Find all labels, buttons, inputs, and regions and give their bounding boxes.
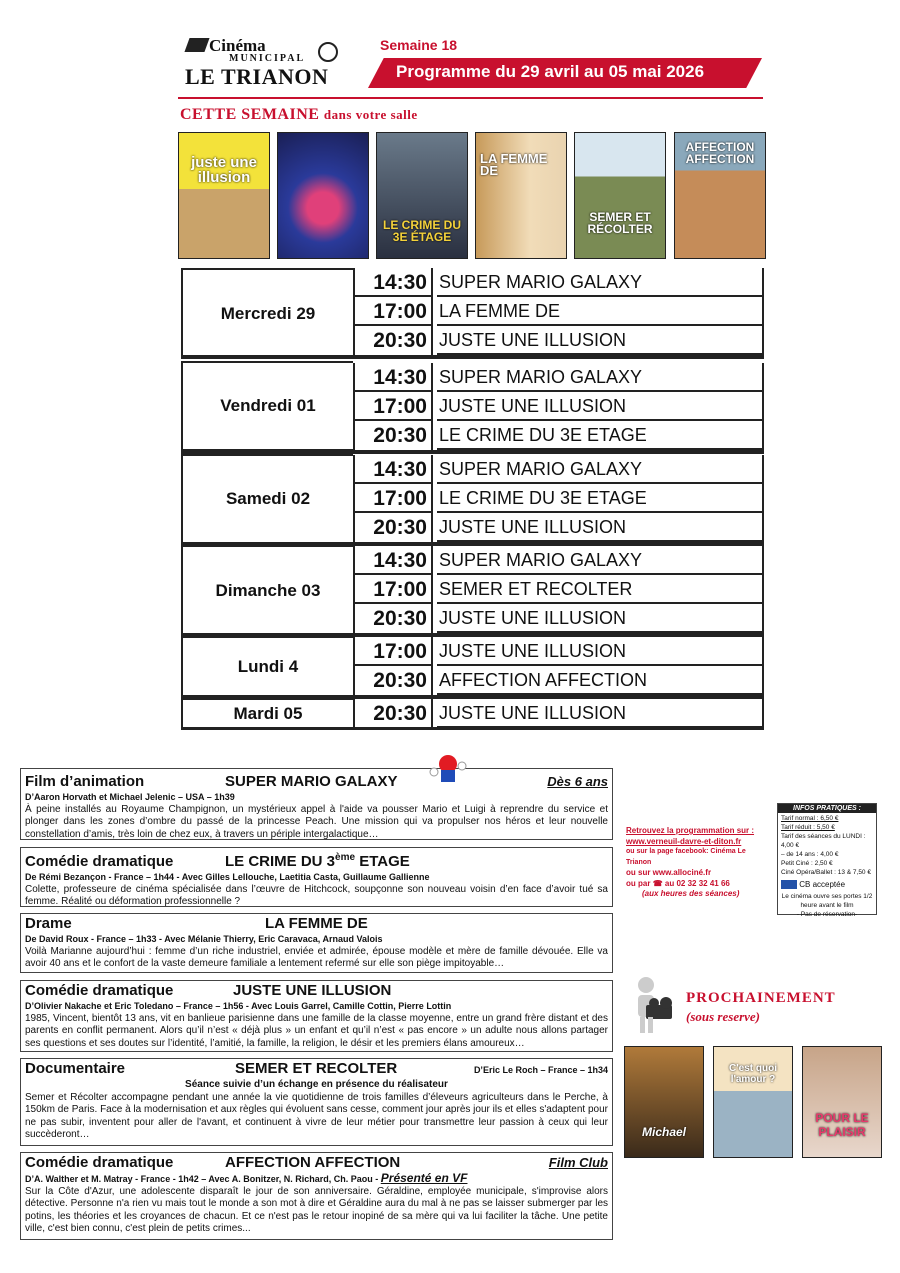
showtime-time: 17:00 xyxy=(353,297,433,326)
week-number: Semaine 18 xyxy=(380,37,458,53)
showtime-time: 20:30 xyxy=(353,513,433,542)
phone-icon: ☎ xyxy=(652,878,663,888)
day-label: Mercredi 29 xyxy=(181,268,353,359)
film-card-super-mario: Film d’animation SUPER MARIO GALAXY Dès 6 ans D’Aaron Horvath et Michael Jelenic – USA – 1h39 À peine installés au Royaume Champignon, un mystérieux appel à l'aide va pousser Mario et Luigi à reprendre du service et plonger dans les zones d’ombre du passé de la princesse Peach. Une mission qui va propulser nos héros et leur nouvelle constellation d’amis, très loin de chez eux, à travers un périple intergalactique… xyxy=(20,768,613,840)
showtime-time: 17:00 xyxy=(353,575,433,604)
showtime-film: LA FEMME DE xyxy=(437,297,764,326)
day-label: Dimanche 03 xyxy=(181,545,353,636)
this-week-heading: CETTE SEMAINE dans votre salle xyxy=(180,106,418,123)
showtime-row xyxy=(353,666,764,695)
showtime-row xyxy=(353,268,764,297)
showtime-film: SEMER ET RECOLTER xyxy=(437,575,764,604)
showtime-film: JUSTE UNE ILLUSION xyxy=(437,326,764,355)
showtime-time: 20:30 xyxy=(353,421,433,450)
showtime-row xyxy=(353,392,764,421)
day-label: Vendredi 01 xyxy=(181,361,353,451)
showtime-time: 20:30 xyxy=(353,666,433,695)
coming-soon-subtitle: (sous reserve) xyxy=(686,1009,761,1024)
showtime-row xyxy=(353,699,764,728)
mario-icon xyxy=(428,764,468,780)
showtime-row xyxy=(353,455,764,484)
programme-dates: Programme du 29 avril au 05 mai 2026 xyxy=(396,62,705,81)
film-card-affection-affection: Comédie dramatique AFFECTION AFFECTION Film Club D’A. Walther et M. Matray - France - 1h42 – Avec A. Bonitzer, N. Richard, Ch. Paou - Présenté en VF Sur la Côte d'Azur, une adolescente disparaît le jour de son anniversaire. Géraldine, employée municipale, s'improvise alors détective. Personne n'a rien vu mais tout le monde a son mot à dire et Géraldine aura du mal à ne pas se laisser submerger par les potins, les théories et les croyances de chacun. Et ce n'est pas le retour inopiné de sa mère qui va lui faciliter la tâche. Une petite ville, c'est bien connu, c'est plein de petits crimes... xyxy=(20,1152,613,1240)
poster-le-crime-du-3e-etage[interactable]: LE CRIME DU 3E ÉTAGE xyxy=(376,132,468,259)
showtime-row xyxy=(353,326,764,355)
showtime-row xyxy=(353,297,764,326)
showtime-row xyxy=(353,363,764,392)
showtime-film: JUSTE UNE ILLUSION xyxy=(437,699,764,728)
showtime-row xyxy=(353,604,764,633)
showtime-film: AFFECTION AFFECTION xyxy=(437,666,764,695)
film-card-le-crime: Comédie dramatique LE CRIME DU 3ème ETAGE De Rémi Bezançon - France – 1h44 - Avec Gilles Lellouche, Laetitia Casta, Guillaume Gallienne Colette, professeure de cinéma spécialisée dans l’œuvre de Hitchcock, soupçonne son nouveau voisin d’en face d’avoir tué sa femme. Réalité ou déformation professionnelle ? xyxy=(20,847,613,907)
showtime-film: SUPER MARIO GALAXY xyxy=(437,268,764,297)
showtime-film: JUSTE UNE ILLUSION xyxy=(437,392,764,421)
website-link[interactable]: www.verneuil-davre-et-diton.fr xyxy=(626,836,742,846)
day-label: Mardi 05 xyxy=(181,698,353,730)
poster-super-mario-galaxy[interactable] xyxy=(277,132,369,259)
poster-michael[interactable]: Michael xyxy=(624,1046,704,1158)
cinema-logo: Cinéma MUNICIPAL LE TRIANON xyxy=(183,36,343,88)
poster-cest-quoi-lamour[interactable]: C'est quoi l'amour ? xyxy=(713,1046,793,1158)
showtime-film: JUSTE UNE ILLUSION xyxy=(437,513,764,542)
showtime-row xyxy=(353,484,764,513)
showtime-time: 14:30 xyxy=(353,363,433,392)
day-label: Lundi 4 xyxy=(181,636,353,698)
day-separator xyxy=(181,355,764,359)
projector-figure-icon xyxy=(628,975,680,1037)
showtime-time: 14:30 xyxy=(353,546,433,575)
coming-soon-title: PROCHAINEMENT xyxy=(686,990,836,1006)
poster-juste-une-illusion[interactable]: juste une illusion xyxy=(178,132,270,259)
film-card-la-femme-de: Drame LA FEMME DE De David Roux - France – 1h33 - Avec Mélanie Thierry, Eric Caravaca, Arnaud Valois Voilà Marianne aujourd’hui : femme d’un riche industriel, enviée et admirée, épouse modèle et mère de famille dévouée. Elle va avoir 40 ans et le confort de la vaste demeure familiale a lentement refermé sur elle son piège impitoyable… xyxy=(20,913,613,973)
poster-pour-le-plaisir[interactable]: POUR LE PLAISIR xyxy=(802,1046,882,1158)
poster-semer-et-recolter[interactable]: SEMER ET RÉCOLTER xyxy=(574,132,666,259)
showtime-time: 20:30 xyxy=(353,699,433,728)
showtime-time: 17:00 xyxy=(353,392,433,421)
showtime-time: 20:30 xyxy=(353,326,433,355)
showtime-time: 17:00 xyxy=(353,484,433,513)
practical-info-box: INFOS PRATIQUES : Tarif normal : 6,50 € Tarif réduit : 5,50 € Tarif des séances du LUNDI : 4,00 € – de 14 ans : 4,00 € Petit Ciné : 2,50 € Ciné Opéra/Ballet : 13 & 7,50 € CB acceptée Le cinéma ouvre ses portes 1/2 heure avant le film - Pas de réservation- xyxy=(777,803,877,915)
day-label: Samedi 02 xyxy=(181,454,353,544)
showtime-row xyxy=(353,421,764,450)
showtime-time: 17:00 xyxy=(353,637,433,666)
showtime-row xyxy=(353,546,764,575)
showtime-film: LE CRIME DU 3E ETAGE xyxy=(437,484,764,513)
showtime-film: SUPER MARIO GALAXY xyxy=(437,363,764,392)
film-reel-icon xyxy=(318,42,338,62)
poster-la-femme-de[interactable]: LA FEMME DE xyxy=(475,132,567,259)
showtime-film: JUSTE UNE ILLUSION xyxy=(437,604,764,633)
schedule-table xyxy=(181,268,764,731)
allocine-link[interactable]: ou sur www.allociné.fr xyxy=(626,868,712,877)
contact-info: Retrouvez la programmation sur : www.verneuil-davre-et-diton.fr ou sur la page facebook: Cinéma Le Trianon ou sur www.allociné.fr ou par ☎ au 02 32 32 41 66 (aux heures des séances) xyxy=(626,826,766,900)
showtime-film: LE CRIME DU 3E ETAGE xyxy=(437,421,764,450)
showtime-time: 14:30 xyxy=(353,268,433,297)
showtime-row xyxy=(353,575,764,604)
showtime-film: JUSTE UNE ILLUSION xyxy=(437,637,764,666)
credit-card-icon xyxy=(781,880,797,889)
showtime-time: 14:30 xyxy=(353,455,433,484)
film-card-semer-et-recolter: Documentaire SEMER ET RECOLTER D’Eric Le Roch – France – 1h34 Séance suivie d’un échange en présence du réalisateur Semer et Récolter accompagne pendant une année la vie quotidienne de trois familles d’éleveurs agriculteurs dans le Perche, à 150km de Paris. Face à la modernisation et aux règles qui évoluent sans cesse, comment jour après jour ils et elles s'adaptent pour ne pas subir, inventent pour aller de l'avant, et continuent à vivre de leur métier pour transmettre leur passion à ceux qui leur succèderont… xyxy=(20,1058,613,1146)
showtime-row xyxy=(353,637,764,666)
poster-affection-affection[interactable]: AFFECTION AFFECTION xyxy=(674,132,766,259)
film-card-juste-une-illusion: Comédie dramatique JUSTE UNE ILLUSION D’Olivier Nakache et Eric Toledano – France – 1h56 - Avec Louis Garrel, Camille Cottin, Pierre Lottin 1985, Vincent, bientôt 13 ans, vit en banlieue parisienne dans une famille de la classe moyenne, entre un grand frère distant et des parents en conflit permanent. Alors qu’il n’est « déjà plus » un enfant et qu’il n’est « pas encore » un adulte nous allons partager ses questions et ses doutes sur l’identité, l’amitié, la famille, la religion, le désir et les premiers élans amoureux… xyxy=(20,980,613,1052)
showtime-row xyxy=(353,513,764,542)
day-separator xyxy=(181,727,764,730)
header-divider xyxy=(178,97,763,99)
facebook-link[interactable]: ou sur la page facebook: Cinéma Le Trianon xyxy=(626,848,746,866)
showtime-film: SUPER MARIO GALAXY xyxy=(437,455,764,484)
showtime-time: 20:30 xyxy=(353,604,433,633)
clapperboard-icon xyxy=(184,38,209,52)
showtime-film: SUPER MARIO GALAXY xyxy=(437,546,764,575)
